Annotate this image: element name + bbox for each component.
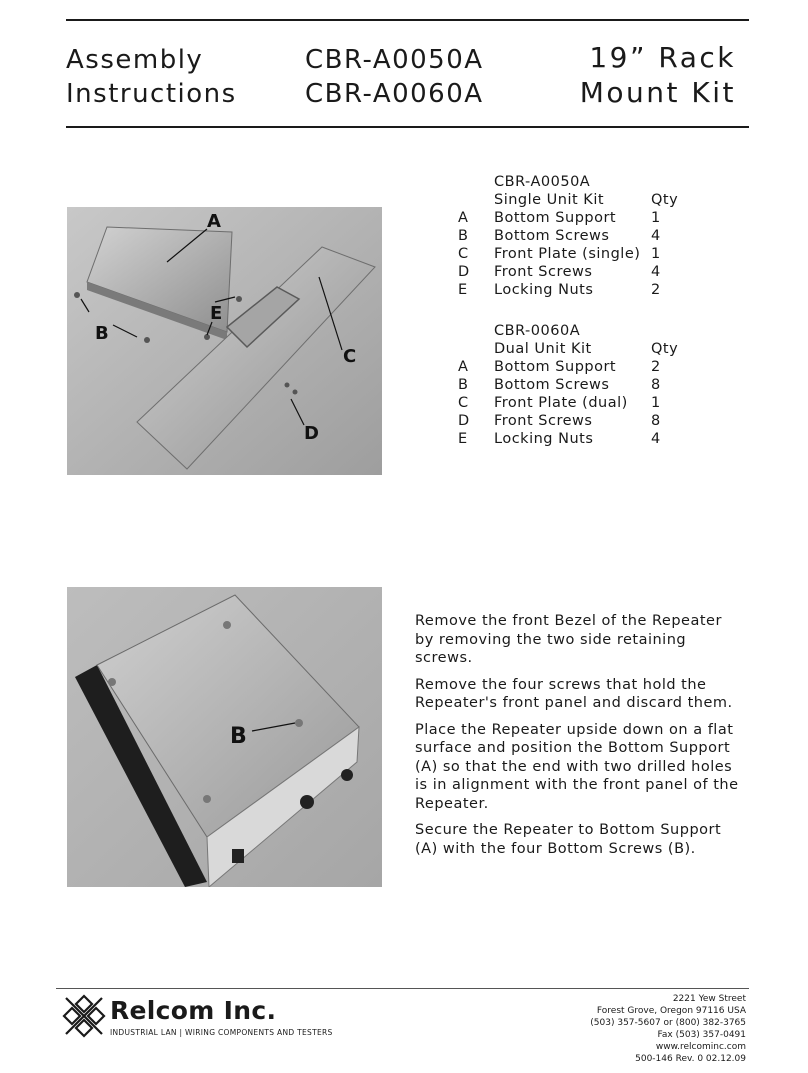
document-revision: 500-146 Rev. 0 02.12.09 xyxy=(635,1054,746,1064)
item-name: Locking Nuts xyxy=(494,282,594,298)
header-assembly: Assembly xyxy=(66,45,204,75)
item-name: Front Plate (dual) xyxy=(494,395,628,411)
kit-parts-photo xyxy=(67,207,382,475)
photo1-label-e: E xyxy=(210,303,223,324)
instruction-step: Remove the front Bezel of the Repeater by removing the two side retaining screws. xyxy=(415,613,722,666)
company-tagline: INDUSTRIAL LAN | WIRING COMPONENTS AND TESTERS xyxy=(110,1028,333,1037)
repeater-illustration xyxy=(67,587,382,887)
item-name: Front Screws xyxy=(494,413,593,429)
item-letter: B xyxy=(458,377,469,393)
kit2-model: CBR-0060A xyxy=(494,323,581,339)
item-qty: 2 xyxy=(651,282,661,298)
photo1-label-b: B xyxy=(95,323,109,344)
relcom-logo-mark-icon xyxy=(62,994,106,1038)
kit1-qty-header: Qty xyxy=(651,192,679,208)
kit2-title: Dual Unit Kit xyxy=(494,341,592,357)
kit1-item xyxy=(458,263,691,281)
item-qty: 4 xyxy=(651,431,661,447)
header-product-name xyxy=(580,40,736,110)
photo2-label-b: B xyxy=(230,724,247,749)
address-website: www.relcominc.com xyxy=(655,1042,746,1052)
kit2-item xyxy=(458,430,691,448)
kit1-item xyxy=(458,245,691,263)
instruction-step: Remove the four screws that hold the Repeater's front panel and discard them. xyxy=(415,676,733,711)
item-letter: D xyxy=(458,413,470,429)
company-address xyxy=(590,993,746,1065)
item-name: Bottom Screws xyxy=(494,228,610,244)
item-letter: B xyxy=(458,228,469,244)
kit1-title: Single Unit Kit xyxy=(494,192,605,208)
item-name: Bottom Screws xyxy=(494,377,610,393)
header-bottom-rule xyxy=(66,126,749,128)
header-top-rule xyxy=(66,19,749,21)
item-qty: 1 xyxy=(651,395,661,411)
header-product-line-1: 19” Rack xyxy=(589,41,736,74)
kit2-qty-header: Qty xyxy=(651,341,679,357)
kit2-item xyxy=(458,412,691,430)
item-name: Front Plate (single) xyxy=(494,246,641,262)
header-instructions: Instructions xyxy=(66,79,237,109)
single-unit-kit-list xyxy=(458,173,691,299)
address-street: 2221 Yew Street xyxy=(672,994,746,1004)
instruction-step: Place the Repeater upside down on a flat surface and position the Bottom Support (A) so that the end with two drilled holes is in alignment with the front panel of the Repeater. xyxy=(415,721,739,812)
kit1-item xyxy=(458,227,691,245)
kit2-item xyxy=(458,358,691,376)
address-phone: (503) 357-5607 or (800) 382-3765 xyxy=(590,1018,746,1028)
photo1-label-d: D xyxy=(304,423,319,444)
item-qty: 1 xyxy=(651,210,661,226)
item-letter: D xyxy=(458,264,470,280)
kit1-model: CBR-A0050A xyxy=(494,174,591,190)
item-qty: 4 xyxy=(651,264,661,280)
dual-unit-kit-list xyxy=(458,322,691,448)
item-qty: 2 xyxy=(651,359,661,375)
kit2-item xyxy=(458,394,691,412)
item-letter: C xyxy=(458,246,469,262)
address-fax: Fax (503) 357-0491 xyxy=(657,1030,746,1040)
kit1-item xyxy=(458,209,691,227)
kit2-item xyxy=(458,376,691,394)
item-letter: E xyxy=(458,431,468,447)
header-model-1: CBR-A0050A xyxy=(305,45,484,75)
header-model-numbers xyxy=(305,43,484,111)
kit-parts-illustration xyxy=(67,207,382,475)
kit1-item xyxy=(458,281,691,299)
company-name: Relcom Inc. xyxy=(110,996,277,1025)
item-letter: C xyxy=(458,395,469,411)
footer-rule xyxy=(56,988,749,989)
item-letter: A xyxy=(458,359,469,375)
photo1-label-c: C xyxy=(343,346,357,367)
item-name: Front Screws xyxy=(494,264,593,280)
item-name: Bottom Support xyxy=(494,359,617,375)
header-product-line-2: Mount Kit xyxy=(579,76,736,109)
item-name: Locking Nuts xyxy=(494,431,594,447)
photo1-label-a: A xyxy=(207,211,221,232)
item-name: Bottom Support xyxy=(494,210,617,226)
header-document-type xyxy=(66,43,237,111)
item-qty: 8 xyxy=(651,413,661,429)
address-city: Forest Grove, Oregon 97116 USA xyxy=(596,1006,746,1016)
item-qty: 4 xyxy=(651,228,661,244)
item-letter: A xyxy=(458,210,469,226)
item-qty: 1 xyxy=(651,246,661,262)
item-letter: E xyxy=(458,282,468,298)
assembly-instructions xyxy=(415,612,745,866)
item-qty: 8 xyxy=(651,377,661,393)
header-model-2: CBR-A0060A xyxy=(305,79,484,109)
instruction-step: Secure the Repeater to Bottom Support (A) with the four Bottom Screws (B). xyxy=(415,822,722,857)
repeater-assembly-photo xyxy=(67,587,382,887)
company-logo xyxy=(62,994,362,1042)
